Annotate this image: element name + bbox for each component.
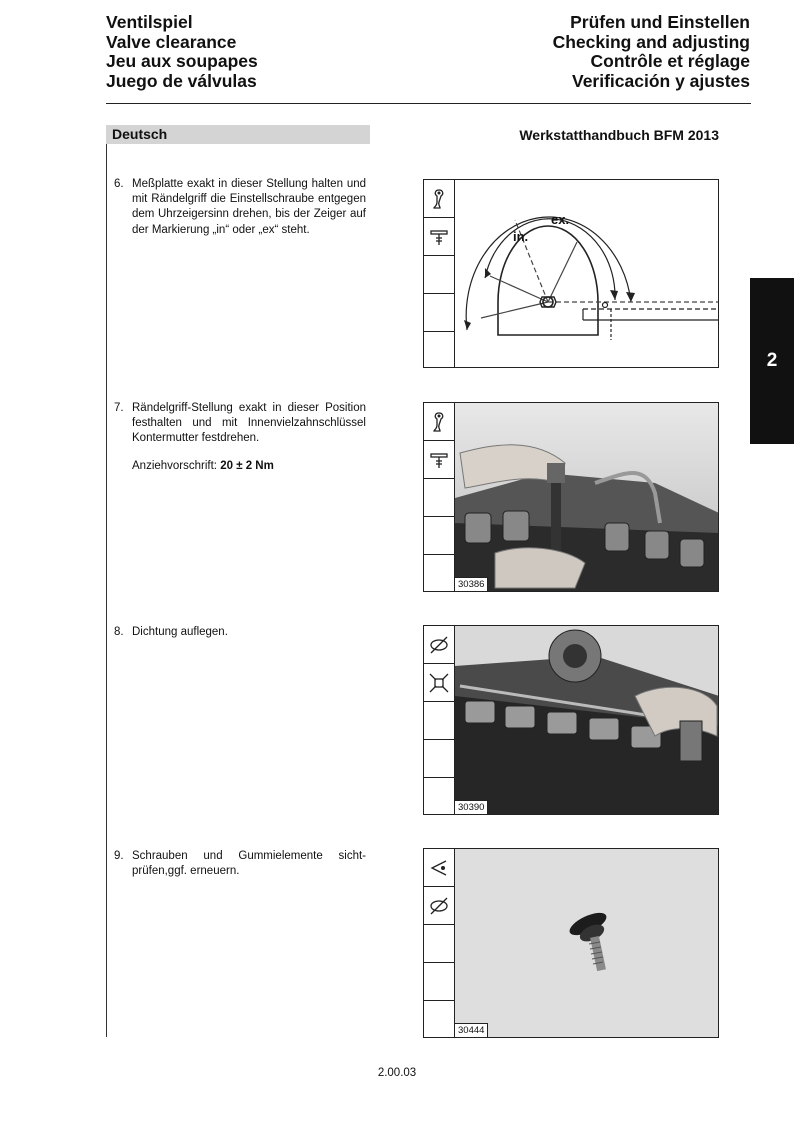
margin-line	[106, 144, 107, 1037]
visual-inspection-icon	[424, 849, 454, 887]
step-text: Rändelgriff-Stellung exakt in dieser Position festhalten und mit Innenvielzahnschlüssel Kontermutter festdrehen.	[132, 402, 366, 445]
page-number: 2.00.03	[377, 1067, 417, 1079]
torque-wrench-icon	[424, 441, 454, 479]
step-8	[114, 625, 366, 640]
figure-number: 30444	[455, 1023, 488, 1037]
header-right-titles	[553, 13, 750, 91]
subtitle-fr: Contrôle et réglage	[590, 51, 750, 71]
engine-photo-gasket	[455, 626, 718, 814]
step-number: 8.	[114, 626, 124, 638]
torque-spec	[132, 459, 366, 474]
language-label: Deutsch	[106, 125, 370, 144]
ex-label: ex.	[551, 212, 570, 227]
header-divider	[106, 103, 751, 104]
subtitle-es: Verificación y ajustes	[571, 70, 750, 91]
header-left-titles	[106, 13, 258, 91]
subtitle-de: Prüfen und Einstellen	[570, 12, 750, 32]
step-text: Schrauben und Gummielemente sichtprüfen,ggf. erneuern.	[132, 850, 366, 878]
figure-dial-gauge	[423, 179, 719, 368]
figure-icon-column	[424, 849, 455, 1037]
figure-30444	[423, 848, 719, 1038]
step-6	[114, 177, 366, 238]
title-en: Valve clearance	[106, 31, 237, 52]
chapter-tab: 2	[750, 278, 794, 444]
torque-label: Anziehvorschrift:	[132, 459, 218, 472]
dial-diagram	[455, 180, 718, 367]
step-text: Meßplatte exakt in dieser Stellung halten und mit Rändelgriff die Einstellschraube entgegen dem Uhrzeigersinn drehen, bis der Zeiger auf der Markierung „in“ oder „ex“ steht.	[132, 178, 366, 236]
title-es: Juego de válvulas	[106, 70, 257, 91]
step-number: 9.	[114, 850, 124, 862]
figure-number: 30390	[455, 800, 488, 814]
figure-icon-column	[424, 403, 455, 591]
step-number: 6.	[114, 178, 124, 190]
figure-number: 30386	[455, 577, 488, 591]
step-9	[114, 849, 366, 879]
figure-30386	[423, 402, 719, 592]
torque-value: 20 ± 2 Nm	[220, 459, 274, 472]
gasket-icon	[424, 887, 454, 925]
wrench-hand-icon	[424, 180, 454, 218]
title-fr: Jeu aux soupapes	[106, 51, 258, 71]
step-7	[114, 401, 366, 474]
subtitle-en: Checking and adjusting	[552, 31, 750, 52]
wrench-hand-icon	[424, 403, 454, 441]
manual-title: Werkstatthandbuch BFM 2013	[519, 127, 719, 143]
step-number: 7.	[114, 402, 124, 414]
in-label: in.	[513, 229, 529, 244]
figure-30390	[423, 625, 719, 815]
gasket-icon	[424, 626, 454, 664]
torque-wrench-icon	[424, 218, 454, 256]
title-de: Ventilspiel	[106, 12, 193, 32]
figure-icon-column	[424, 180, 455, 367]
engine-photo-adjusting	[455, 403, 718, 591]
figure-icon-column	[424, 626, 455, 814]
install-icon	[424, 664, 454, 702]
step-text: Dichtung auflegen.	[132, 626, 228, 638]
screw-photo	[455, 849, 718, 1037]
